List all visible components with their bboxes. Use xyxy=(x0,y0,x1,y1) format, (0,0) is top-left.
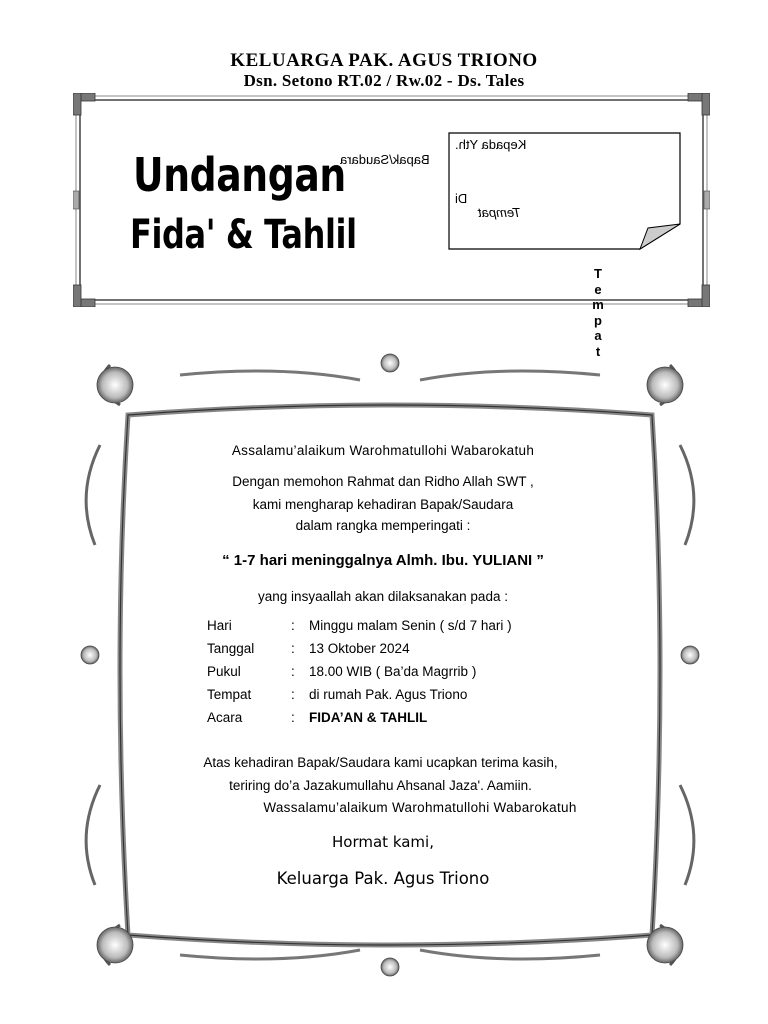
closing-salam: Wassalamu’alaikum Warohmatullohi Wabarokatuh xyxy=(263,800,577,815)
detail-value: 13 Oktober 2024 xyxy=(309,641,410,656)
detail-label: Tanggal xyxy=(207,641,255,656)
family-title: KELUARGA PAK. AGUS TRIONO xyxy=(230,50,538,71)
detail-value: 18.00 WIB ( Ba’da Magrrib ) xyxy=(309,664,477,679)
greeting-text: Assalamu’alaikum Warohmatullohi Wabarokatuh xyxy=(231,443,535,458)
detail-row xyxy=(207,710,512,733)
detail-separator: : xyxy=(291,687,295,702)
family-address: Dsn. Setono RT.02 / Rw.02 - Ds. Tales xyxy=(243,71,525,90)
vertical-letter: m xyxy=(592,297,604,312)
detail-separator: : xyxy=(291,618,295,633)
detail-separator: : xyxy=(291,664,295,679)
to-label: Kepada Yth. xyxy=(455,137,527,152)
signature-text: Keluarga Pak. Agus Triono xyxy=(276,869,490,888)
detail-label: Pukul xyxy=(207,664,241,679)
detail-separator: : xyxy=(291,710,295,725)
event-quote: “ 1-7 hari meninggalnya Almh. Ibu. YULIANI ” xyxy=(222,552,544,569)
letter-line: Dengan memohon Rahmat dan Ridho Allah SWT , xyxy=(232,474,534,489)
di-label: Di xyxy=(455,191,468,206)
vertical-letter: T xyxy=(594,266,602,281)
invitation-title-line1: Undangan xyxy=(133,148,346,202)
vertical-letter: t xyxy=(595,343,601,359)
tempat-mirrored-text: Tempat xyxy=(478,205,521,220)
letter-line: kami mengharap kehadiran Bapak/Saudara xyxy=(252,497,514,512)
regards-text: Hormat kami, xyxy=(332,833,434,851)
vertical-letter: a xyxy=(594,328,602,343)
detail-label: Tempat xyxy=(207,687,252,702)
letter-line: yang insyaallah akan dilaksanakan pada : xyxy=(258,589,508,604)
letter-line: dalam rangka memperingati : xyxy=(295,518,471,533)
closing-line: teriring do’a Jazakumullahu Ahsanal Jaza'. Aamiin. xyxy=(229,778,532,793)
detail-row xyxy=(207,687,512,710)
detail-row xyxy=(207,618,512,641)
detail-label: Acara xyxy=(207,710,243,725)
detail-row xyxy=(207,664,512,687)
detail-value: Minggu malam Senin ( s/d 7 hari ) xyxy=(309,618,512,633)
closing-line: Atas kehadiran Bapak/Saudara kami ucapkan terima kasih, xyxy=(203,755,558,770)
event-details xyxy=(207,618,512,733)
invitation-title-line2: Fida' & Tahlil xyxy=(130,212,357,258)
detail-row xyxy=(207,641,512,664)
detail-value: FIDA’AN & TAHLIL xyxy=(309,710,428,725)
detail-value: di rumah Pak. Agus Triono xyxy=(309,687,468,702)
vertical-letter: e xyxy=(594,281,602,297)
detail-separator: : xyxy=(291,641,295,656)
recipient-mirrored-text: Bapak/Saudara xyxy=(340,152,430,167)
detail-label: Hari xyxy=(207,618,232,633)
vertical-letter: p xyxy=(594,312,602,328)
